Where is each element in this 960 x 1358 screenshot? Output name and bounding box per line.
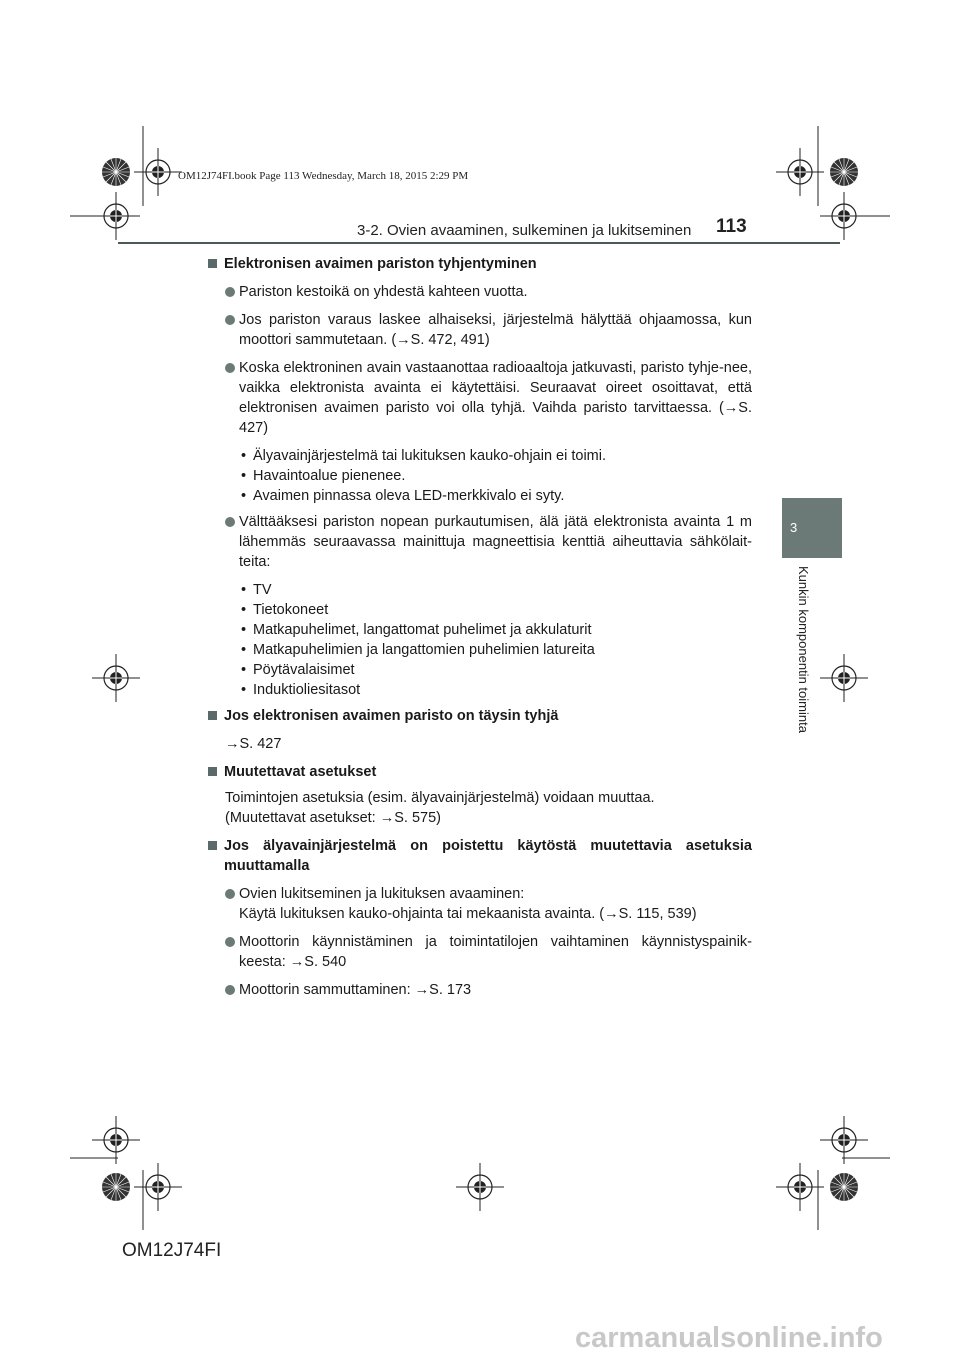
section-header: 3-2. Ovien avaaminen, sulkeminen ja lukitseminen xyxy=(357,222,692,239)
sub-item: • Avaimen pinnassa oleva LED-merkkivalo ei syty. xyxy=(208,486,752,506)
sub-item: • Matkapuhelimien ja langattomien puhelimien latureita xyxy=(208,640,752,660)
list-item: Jos pariston varaus laskee alhaiseksi, järjestelmä hälyttää ohjaamossa, kun moottori sammutetaan. (→S. 472, 491) xyxy=(208,310,752,350)
list-item: Moottorin sammuttaminen: →S. 173 xyxy=(208,980,752,1000)
print-info: OM12J74FI.book Page 113 Wednesday, March 18, 2015 2:29 PM xyxy=(178,170,469,182)
circle-bullet-icon xyxy=(225,889,235,899)
sub-item: • Älyavainjärjestelmä tai lukituksen kauko-ohjain ei toimi. xyxy=(208,446,752,466)
header-divider xyxy=(118,242,840,244)
section-heading: Jos elektronisen avaimen paristo on täysin tyhjä xyxy=(208,706,752,726)
sub-item: • Pöytävalaisimet xyxy=(208,660,752,680)
square-bullet-icon xyxy=(208,767,217,776)
page-content xyxy=(208,254,752,1000)
sub-item: • Havaintoalue pienenee. xyxy=(208,466,752,486)
circle-bullet-icon xyxy=(225,937,235,947)
list-item: Koska elektroninen avain vastaanottaa radioaaltoja jatkuvasti, paristo tyhje-nee, vaikka elektronista avainta ei käytettäisi. Seuraavat oireet osoittavat, että elektronisen avaimen paristo voi olla tyhjä. Vaihda paristo tarvittaessa. (→S. 427) xyxy=(208,358,752,438)
sub-item: • TV xyxy=(208,580,752,600)
square-bullet-icon xyxy=(208,711,217,720)
body-text: (Muutettavat asetukset: →S. 575) xyxy=(225,810,441,826)
list-item: Välttääksesi pariston nopean purkautumisen, älä jätä elektronista avainta 1 m lähemmäs seuraavassa mainittuja magneettisia kenttiä aiheuttavia sähkölait-teita: xyxy=(208,512,752,572)
circle-bullet-icon xyxy=(225,363,235,373)
section-heading: Jos älyavainjärjestelmä on poistettu käytöstä muutettavia asetuksia muuttamalla xyxy=(208,836,752,876)
sub-item: • Tietokoneet xyxy=(208,600,752,620)
circle-bullet-icon xyxy=(225,315,235,325)
page-reference: →S. 427 xyxy=(225,736,282,752)
section-heading: Muutettavat asetukset xyxy=(208,762,752,782)
section-heading: Elektronisen avaimen pariston tyhjentyminen xyxy=(208,254,752,274)
list-item: Moottorin käynnistäminen ja toimintatilojen vaihtaminen käynnistyspainik-keesta: →S. 540 xyxy=(208,932,752,972)
list-item-continuation: Käytä lukituksen kauko-ohjainta tai mekaanista avainta. (→S. 115, 539) xyxy=(239,906,697,922)
list-item: Pariston kestoikä on yhdestä kahteen vuotta. xyxy=(208,282,752,302)
circle-bullet-icon xyxy=(225,287,235,297)
body-text: Toimintojen asetuksia (esim. älyavainjärjestelmä) voidaan muuttaa. xyxy=(225,790,655,806)
sub-item: • Induktioliesitasot xyxy=(208,680,752,700)
sub-item: • Matkapuhelimet, langattomat puhelimet ja akkulaturit xyxy=(208,620,752,640)
page-number: 113 xyxy=(716,216,747,237)
watermark: carmanualsonline.info xyxy=(575,1322,883,1354)
square-bullet-icon xyxy=(208,259,217,268)
chapter-label: Kunkin komponentin toiminta xyxy=(796,566,811,733)
chapter-number: 3 xyxy=(790,520,798,535)
list-item: Ovien lukitseminen ja lukituksen avaaminen: xyxy=(208,884,752,904)
circle-bullet-icon xyxy=(225,985,235,995)
circle-bullet-icon xyxy=(225,517,235,527)
manual-code: OM12J74FI xyxy=(122,1240,222,1261)
square-bullet-icon xyxy=(208,841,217,850)
